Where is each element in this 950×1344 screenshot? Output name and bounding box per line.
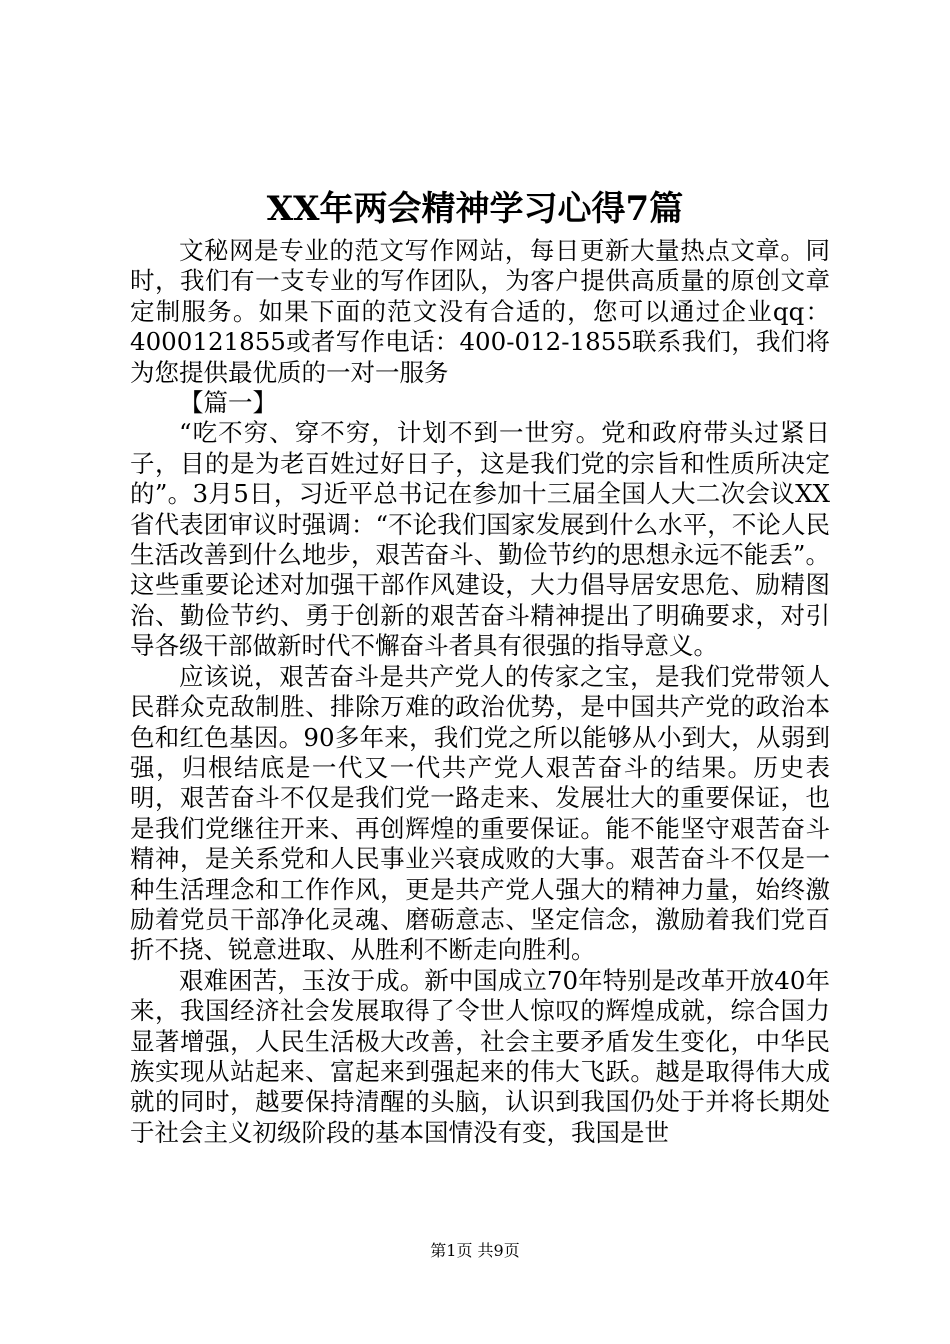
document-title: XX年两会精神学习心得7篇 [266,189,684,229]
page-footer: 第1页 共9页 [430,1241,520,1260]
body-paragraph: “吃不穷、穿不穷，计划不到一世穷。党和政府带头过紧日子，目的是为老百姓过好日子，这是我们党的宗旨和性质所决定的”。3月5日，习近平总书记在参加十三届全国人大二次会议XX省代表团审议时强调：“不论我们国家发展到什么水平，不论人民生活改善到什么地步，艰苦奋斗、勤俭节约的思想永远不能丢”。这些重要论述对加强干部作风建设，大力倡导居安思危、励精图治、勤俭节约、勇于创新的艰苦奋斗精神提出了明确要求，对引导各级干部做新时代不懈奋斗者具有很强的指导意义。 [130,418,830,661]
intro-paragraph: 文秘网是专业的范文写作网站，每日更新大量热点文章。同时，我们有一支专业的写作团队，为客户提供高质量的原创文章定制服务。如果下面的范文没有合适的，您可以通过企业qq：4000121855或者写作电话：400-012-1855联系我们，我们将为您提供最优质的一对一服务 [130,236,830,387]
section-heading: 【篇一】 [179,388,277,418]
body-paragraph: 艰难困苦，玉汝于成。新中国成立70年特别是改革开放40年来，我国经济社会发展取得了令世人惊叹的辉煌成就，综合国力显著增强，人民生活极大改善，社会主要矛盾发生变化，中华民族实现从站起来、富起来到强起来的伟大飞跃。越是取得伟大成就的同时，越要保持清醒的头脑，认识到我国仍处于并将长期处于社会主义初级阶段的基本国情没有变，我国是世 [130,965,830,1147]
document-body [130,236,830,1148]
body-paragraph: 应该说，艰苦奋斗是共产党人的传家之宝，是我们党带领人民群众克敌制胜、排除万难的政治优势，是中国共产党的政治本色和红色基因。90多年来，我们党之所以能够从小到大，从弱到强，归根结底是一代又一代共产党人艰苦奋斗的结果。历史表明，艰苦奋斗不仅是我们党一路走来、发展壮大的重要保证，也是我们党继往开来、再创辉煌的重要保证。能不能坚守艰苦奋斗精神，是关系党和人民事业兴衰成败的大事。艰苦奋斗不仅是一种生活理念和工作作风，更是共产党人强大的精神力量，始终激励着党员干部净化灵魂、磨砺意志、坚定信念，激励着我们党百折不挠、锐意进取、从胜利不断走向胜利。 [130,661,830,965]
